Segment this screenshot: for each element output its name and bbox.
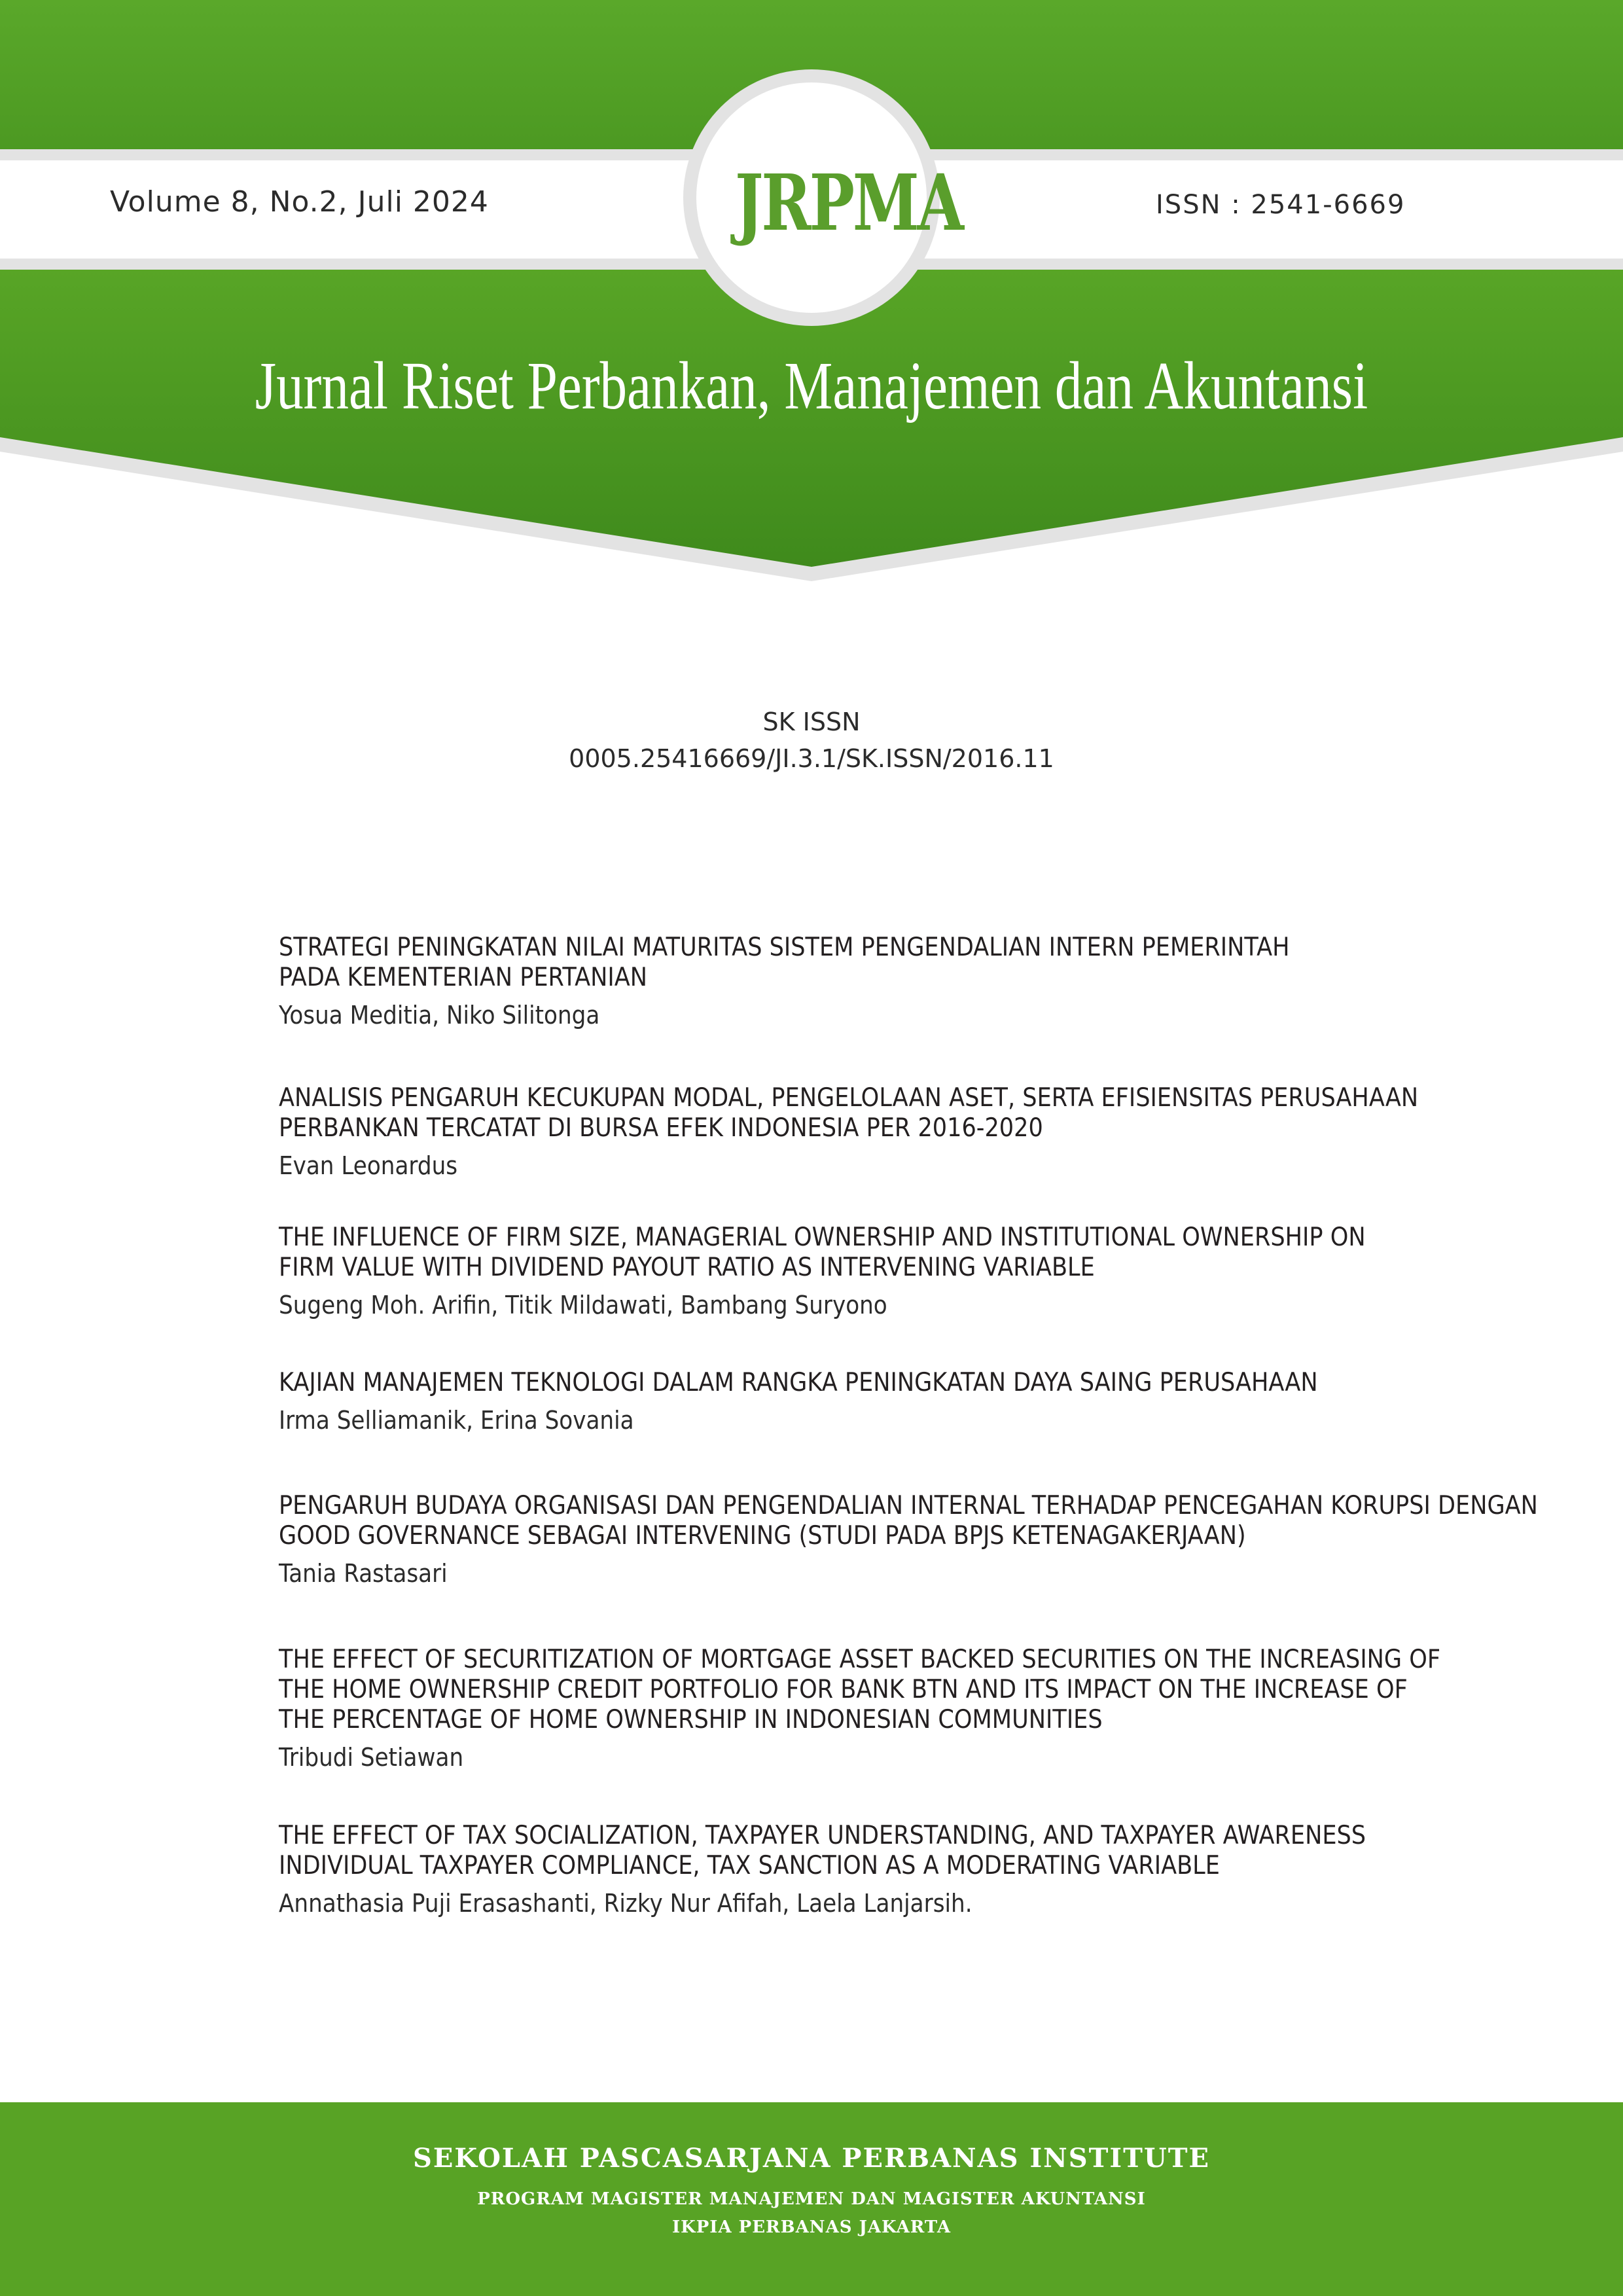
article-title-line: KAJIAN MANAJEMEN TEKNOLOGI DALAM RANGKA PENINGKATAN DAYA SAING PERUSAHAAN bbox=[279, 1368, 1318, 1397]
article-title-line: THE INFLUENCE OF FIRM SIZE, MANAGERIAL OWNERSHIP AND INSTITUTIONAL OWNERSHIP ON bbox=[279, 1223, 1366, 1252]
article-title-line: THE PERCENTAGE OF HOME OWNERSHIP IN INDONESIAN COMMUNITIES bbox=[279, 1705, 1103, 1734]
sk-issn-block bbox=[0, 704, 1623, 777]
article-title-line: FIRM VALUE WITH DIVIDEND PAYOUT RATIO AS INTERVENING VARIABLE bbox=[279, 1253, 1095, 1282]
article-item bbox=[279, 1645, 1441, 1772]
article-title bbox=[279, 1368, 1318, 1398]
issn-number: ISSN : 2541-6669 bbox=[1156, 190, 1406, 220]
article-item bbox=[279, 1821, 1391, 1918]
footer-campus: IKPIA PERBANAS JAKARTA bbox=[671, 2217, 952, 2237]
footer-band bbox=[0, 2102, 1623, 2296]
sk-issn-label: SK ISSN bbox=[762, 708, 861, 736]
volume-issue: Volume 8, No.2, Juli 2024 bbox=[110, 185, 489, 219]
article-title-line: GOOD GOVERNANCE SEBAGAI INTERVENING (STUDI PADA BPJS KETENAGAKERJAAN) bbox=[279, 1521, 1246, 1551]
article-title-line: ANALISIS PENGARUH KECUKUPAN MODAL, PENGELOLAAN ASET, SERTA EFISIENSITAS PERUSAHAAN bbox=[279, 1083, 1419, 1113]
article-authors: Tania Rastasari bbox=[279, 1559, 448, 1588]
footer-institution: SEKOLAH PASCASARJANA PERBANAS INSTITUTE bbox=[413, 2143, 1210, 2174]
article-item bbox=[279, 1368, 1391, 1435]
article-title bbox=[279, 933, 1290, 993]
article-title bbox=[279, 1491, 1538, 1551]
journal-title: Jurnal Riset Perbankan, Manajemen dan Akuntansi bbox=[255, 348, 1368, 423]
article-title bbox=[279, 1821, 1366, 1881]
article-authors: Evan Leonardus bbox=[279, 1151, 458, 1180]
header-banner bbox=[0, 0, 1623, 589]
article-authors: Yosua Meditia, Niko Silitonga bbox=[279, 1001, 600, 1030]
article-authors: Sugeng Moh. Arifin, Titik Mildawati, Bambang Suryono bbox=[279, 1291, 887, 1319]
article-authors: Annathasia Puji Erasashanti, Rizky Nur Afifah, Laela Lanjarsih. bbox=[279, 1889, 972, 1918]
article-authors: Irma Selliamanik, Erina Sovania bbox=[279, 1406, 634, 1435]
article-title bbox=[279, 1223, 1366, 1283]
article-title-line: PERBANKAN TERCATAT DI BURSA EFEK INDONESIA PER 2016-2020 bbox=[279, 1113, 1043, 1143]
article-item bbox=[279, 1083, 1419, 1180]
article-title-line: THE EFFECT OF TAX SOCIALIZATION, TAXPAYER UNDERSTANDING, AND TAXPAYER AWARENESS bbox=[279, 1821, 1366, 1850]
article-item bbox=[279, 1491, 1538, 1588]
article-title bbox=[279, 1083, 1419, 1143]
journal-logo: JRPMA bbox=[735, 157, 962, 248]
article-title-line: STRATEGI PENINGKATAN NILAI MATURITAS SISTEM PENGENDALIAN INTERN PEMERINTAH bbox=[279, 933, 1290, 962]
article-title-line: PADA KEMENTERIAN PERTANIAN bbox=[279, 963, 647, 992]
article-title-line: THE EFFECT OF SECURITIZATION OF MORTGAGE ASSET BACKED SECURITIES ON THE INCREASING OF bbox=[279, 1645, 1441, 1674]
article-item bbox=[279, 1223, 1391, 1319]
article-title-line: INDIVIDUAL TAXPAYER COMPLIANCE, TAX SANCTION AS A MODERATING VARIABLE bbox=[279, 1851, 1220, 1880]
article-authors: Tribudi Setiawan bbox=[279, 1743, 464, 1772]
article-title bbox=[279, 1645, 1441, 1735]
sk-issn-number: 0005.25416669/JI.3.1/SK.ISSN/2016.11 bbox=[569, 744, 1054, 773]
article-title-line: PENGARUH BUDAYA ORGANISASI DAN PENGENDALIAN INTERNAL TERHADAP PENCEGAHAN KORUPSI DENGAN bbox=[279, 1491, 1538, 1520]
footer-program: PROGRAM MAGISTER MANAJEMEN DAN MAGISTER AKUNTANSI bbox=[477, 2189, 1146, 2209]
article-title-line: THE HOME OWNERSHIP CREDIT PORTFOLIO FOR BANK BTN AND ITS IMPACT ON THE INCREASE OF bbox=[279, 1675, 1408, 1704]
article-item bbox=[279, 933, 1391, 1030]
